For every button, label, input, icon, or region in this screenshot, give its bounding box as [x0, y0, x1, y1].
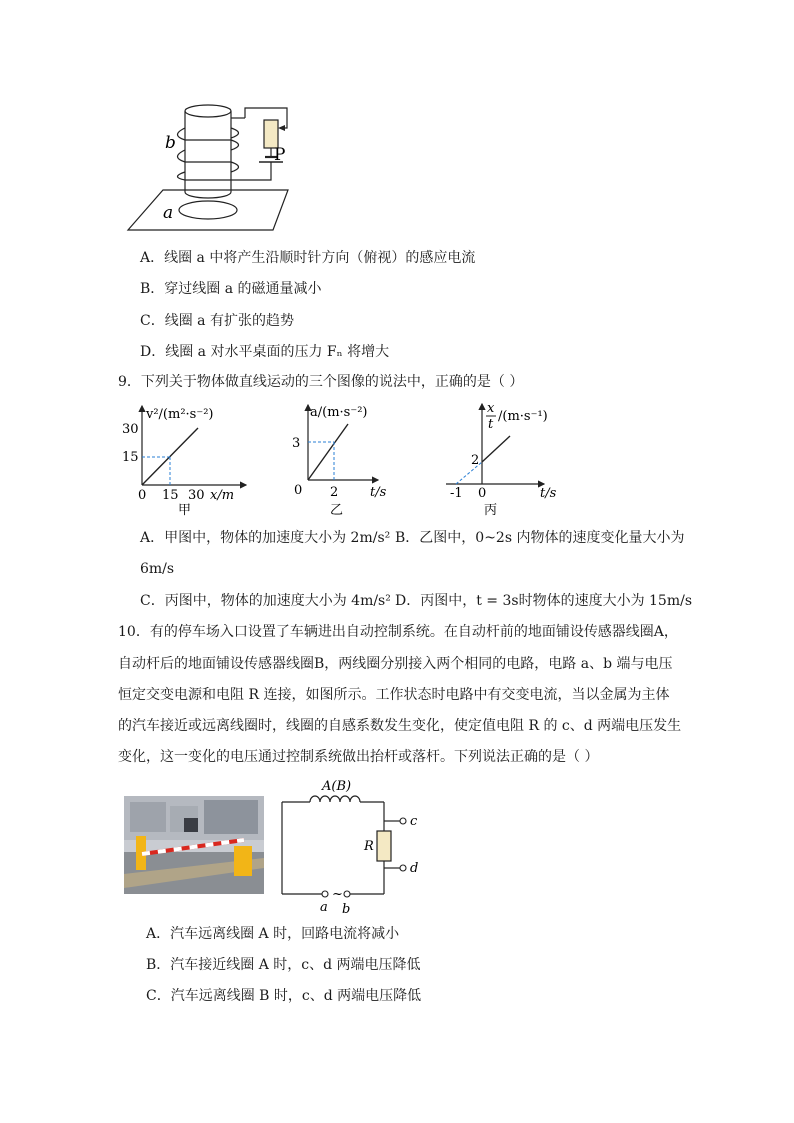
- graph-bing-xtick-neg1: -1: [450, 486, 463, 501]
- q10-option-a: A．汽车远离线圈 A 时，回路电流将减小: [146, 926, 400, 942]
- q8-option-c: C．线圈 a 有扩张的趋势: [140, 313, 294, 329]
- solenoid-coil: [178, 118, 246, 180]
- q9-stem: 9．下列关于物体做直线运动的三个图像的说法中，正确的是（ ）: [118, 374, 524, 390]
- graph-bing-line: [482, 436, 510, 462]
- q10-option-c: C．汽车远离线圈 B 时，c、d 两端电压降低: [146, 988, 422, 1004]
- graph-yi-ytick-3: 3: [292, 436, 301, 451]
- q10-stem-line3: 恒定交变电源和电阻 R 连接，如图所示。工作状态时电路中有交变电流，当以金属为主体: [118, 687, 670, 703]
- graph-bing-xlabel: t/s: [540, 486, 557, 501]
- terminal-d: [400, 865, 406, 871]
- graph-yi-xtick-2: 2: [330, 485, 339, 500]
- q9-option-b: B．乙图中，0~2s 内物体的速度变化量大小为: [395, 530, 685, 546]
- q10-option-b: B．汽车接近线圈 A 时，c、d 两端电压降低: [146, 957, 421, 973]
- terminal-c: [400, 818, 406, 824]
- label-a: a: [163, 203, 174, 223]
- terminal-d-label: d: [410, 861, 419, 876]
- graph-jia-xtick-0: 0: [138, 488, 147, 503]
- q8-option-b: B．穿过线圈 a 的磁通量减小: [140, 281, 322, 297]
- inductor-coil: [310, 796, 360, 802]
- q10-stem-line2: 自动杆后的地面铺设传感器线圈B，两线圈分别接入两个相同的电路，电路 a、b 端与电压: [118, 656, 673, 672]
- graph-yi-caption: 乙: [330, 503, 344, 518]
- terminal-a: [322, 891, 328, 897]
- graph-jia-ytick-30: 30: [122, 422, 139, 437]
- graph-bing-ylabel-bottom: t: [488, 417, 494, 432]
- terminal-b: [344, 891, 350, 897]
- q10-stem-line1: 10．有的停车场入口设置了车辆进出自动控制系统。在自动杆前的地面铺设传感器线圈A，: [118, 624, 678, 640]
- graph-jia: [118, 400, 258, 518]
- label-p: P: [274, 145, 286, 165]
- graph-yi-xlabel: t/s: [370, 485, 387, 500]
- graph-bing-caption: 丙: [484, 503, 498, 518]
- graph-bing-ylabel-top: x: [487, 401, 495, 416]
- graph-yi: [286, 400, 396, 518]
- source-tilde: ~: [332, 887, 343, 902]
- sensor-circuit-diagram: [270, 776, 430, 916]
- solenoid-ring-figure: [125, 100, 305, 235]
- graph-yi-ylabel: a/(m·s⁻²): [310, 405, 368, 420]
- ring-a: [179, 201, 237, 219]
- q8-option-d: D．线圈 a 对水平桌面的压力 Fₙ 将增大: [140, 344, 390, 360]
- table-plane: [128, 190, 288, 230]
- graph-jia-caption: 甲: [178, 503, 192, 518]
- terminal-b-label: b: [342, 902, 351, 916]
- q10-stem-line4: 的汽车接近或远离线圈时，线圈的自感系数发生变化，使定值电阻 R 的 c、d 两端电压发生: [118, 718, 682, 734]
- q9-option-c: C．丙图中，物体的加速度大小为 4m/s²: [140, 593, 391, 609]
- graph-bing-xtick-0: 0: [478, 486, 487, 501]
- q10-stem-line5: 变化，这一变化的电压通过控制系统做出抬杆或落杆。下列说法正确的是（ ）: [118, 749, 599, 765]
- graph-bing-ylabel-unit: /(m·s⁻¹): [498, 409, 548, 424]
- graph-yi-line: [308, 424, 348, 480]
- q9-option-b-cont: 6m/s: [140, 561, 175, 577]
- graph-jia-ylabel: v²/(m²·s⁻²): [146, 407, 214, 422]
- graph-yi-xtick-0: 0: [294, 483, 303, 498]
- q9-option-d: D．丙图中，t = 3s时物体的速度大小为 15m/s: [395, 593, 693, 609]
- graph-bing: [444, 400, 574, 518]
- terminal-c-label: c: [410, 814, 418, 829]
- coil-label: A(B): [322, 779, 352, 794]
- terminal-a-label: a: [320, 900, 328, 915]
- graph-jia-xlabel: x/m: [210, 488, 235, 503]
- q8-option-a: A．线圈 a 中将产生沿顺时针方向（俯视）的感应电流: [140, 250, 476, 266]
- graph-bing-ytick-2: 2: [471, 453, 480, 468]
- rheostat: [264, 120, 278, 148]
- resistor-r: [377, 831, 391, 861]
- graph-jia-ytick-15: 15: [122, 450, 139, 465]
- graph-jia-xtick-30: 30: [188, 488, 205, 503]
- graph-jia-xtick-15: 15: [162, 488, 179, 503]
- parking-barrier-photo: [124, 796, 264, 894]
- resistor-label: R: [364, 839, 374, 854]
- label-b: b: [165, 133, 176, 153]
- q9-option-a: A．甲图中，物体的加速度大小为 2m/s²: [140, 530, 391, 546]
